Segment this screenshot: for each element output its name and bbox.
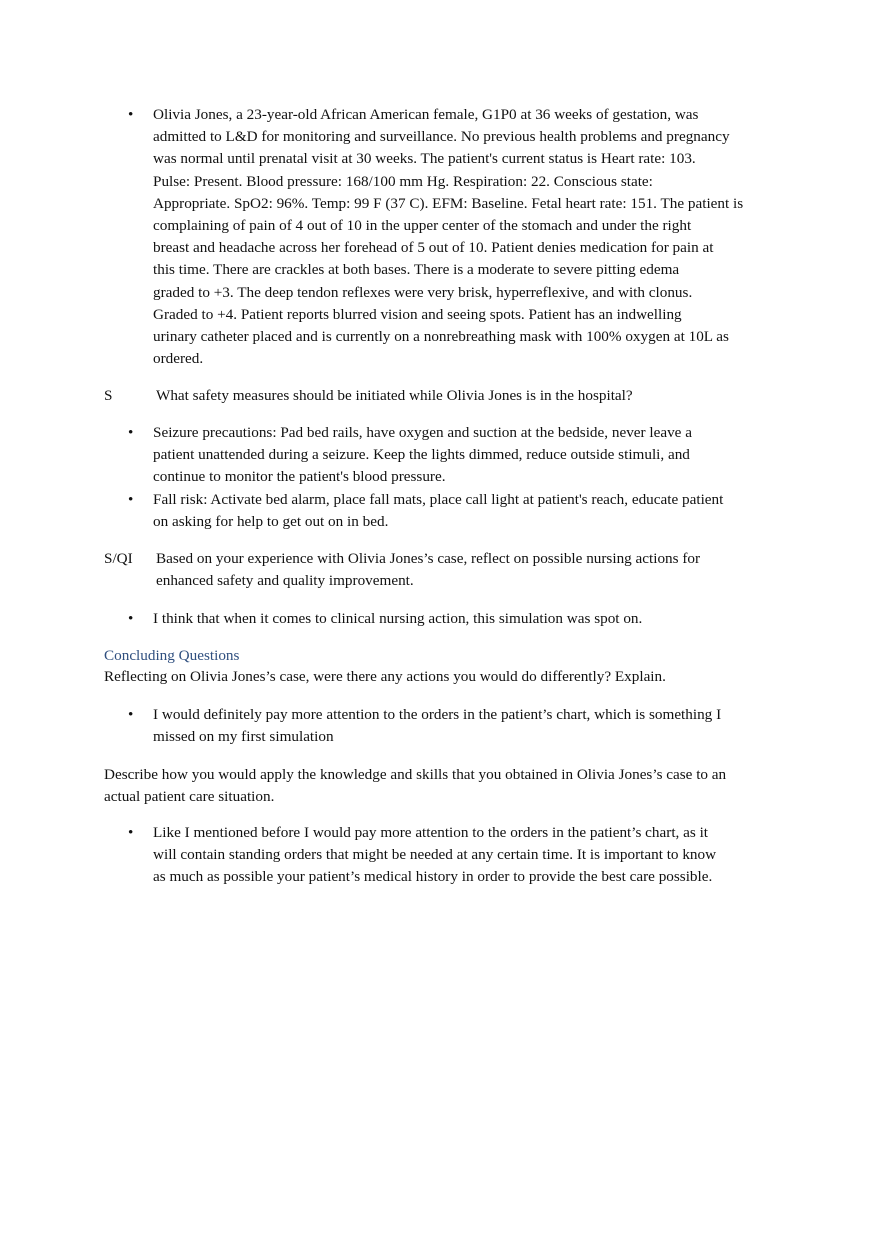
concluding-question-2-line: actual patient care situation.	[104, 788, 275, 806]
safety-question-text: What safety measures should be initiated while Olivia Jones is in the hospital?	[156, 387, 633, 404]
concluding-answer-2-list	[0, 822, 880, 889]
bullet-icon: •	[128, 706, 134, 723]
quality-question-line: Based on your experience with Olivia Jones’s case, reflect on possible nursing actions for	[156, 550, 701, 567]
concluding-question-1: Reflecting on Olivia Jones’s case, were there any actions you would do differently? Explain.	[104, 668, 666, 685]
bullet-icon: •	[128, 106, 134, 123]
concluding-answer-1-line: missed on my first simulation	[153, 728, 334, 746]
quality-question-label: S/QI	[104, 550, 133, 567]
case-summary-line: graded to +3. The deep tendon reflexes were very brisk, hyperreflexive, and with clonus.	[153, 283, 693, 301]
concluding-questions-heading: Concluding Questions	[104, 647, 240, 664]
case-summary-line: Pulse: Present. Blood pressure: 168/100 mm Hg. Respiration: 22. Conscious state:	[153, 172, 653, 190]
case-summary-line: admitted to L&D for monitoring and surveillance. No previous health problems and pregnancy	[153, 128, 730, 146]
case-summary-line: was normal until prenatal visit at 30 weeks. The patient's current status is Heart rate: 103.	[153, 150, 696, 168]
safety-question-label: S	[104, 387, 113, 404]
seizure-precautions-item	[0, 422, 880, 489]
case-summary-list	[0, 104, 880, 370]
quality-question	[104, 548, 784, 592]
safety-answers-list	[0, 422, 880, 533]
fall-risk-item	[0, 489, 880, 533]
seizure-precautions-line: patient unattended during a seizure. Keep the lights dimmed, reduce outside stimuli, and	[153, 446, 690, 464]
concluding-question-2	[104, 764, 784, 808]
bullet-icon: •	[128, 490, 134, 508]
concluding-answer-1-item	[0, 704, 880, 748]
seizure-precautions-line: Seizure precautions: Pad bed rails, have oxygen and suction at the bedside, never leave a	[153, 424, 692, 441]
case-summary-line: complaining of pain of 4 out of 10 in the upper center of the stomach and under the right	[153, 217, 692, 235]
case-summary-line: Appropriate. SpO2: 96%. Temp: 99 F (37 C). EFM: Baseline. Fetal heart rate: 151. The patient is	[153, 194, 744, 212]
quality-question-line: enhanced safety and quality improvement.	[156, 572, 414, 590]
case-summary-line: ordered.	[153, 350, 204, 368]
safety-question	[104, 385, 784, 407]
fall-risk-line: on asking for help to get out on in bed.	[153, 512, 389, 530]
quality-answer-item	[0, 608, 880, 630]
concluding-answer-1-list	[0, 704, 880, 748]
concluding-answer-2-line: Like I mentioned before I would pay more attention to the orders in the patient’s chart, as it	[153, 824, 709, 841]
seizure-precautions-line: continue to monitor the patient's blood pressure.	[153, 468, 446, 486]
case-summary-line: breast and headache across her forehead of 5 out of 10. Patient denies medication for pain at	[153, 239, 714, 257]
concluding-question-2-line: Describe how you would apply the knowledge and skills that you obtained in Olivia Jones’s case to an	[104, 766, 727, 783]
bullet-icon: •	[128, 424, 134, 441]
case-summary-item	[0, 104, 880, 370]
quality-answer-line: I think that when it comes to clinical nursing action, this simulation was spot on.	[153, 610, 643, 627]
concluding-answer-1-line: I would definitely pay more attention to the orders in the patient’s chart, which is something I	[153, 706, 722, 723]
fall-risk-line: Fall risk: Activate bed alarm, place fall mats, place call light at patient's reach, educate patient	[153, 490, 724, 508]
concluding-answer-2-line: as much as possible your patient’s medical history in order to provide the best care possible.	[153, 868, 713, 886]
bullet-icon: •	[128, 824, 134, 841]
bullet-icon: •	[128, 610, 134, 627]
concluding-answer-2-line: will contain standing orders that might be needed at any certain time. It is important to know	[153, 846, 717, 864]
case-summary-line: Graded to +4. Patient reports blurred vision and seeing spots. Patient has an indwelling	[153, 305, 682, 323]
quality-answer-list	[0, 608, 880, 630]
case-summary-line: this time. There are crackles at both bases. There is a moderate to severe pitting edema	[153, 261, 680, 279]
case-summary-line: Olivia Jones, a 23-year-old African American female, G1P0 at 36 weeks of gestation, was	[153, 106, 699, 123]
case-summary-line: urinary catheter placed and is currently on a nonrebreathing mask with 100% oxygen at 10L as	[153, 328, 729, 346]
concluding-answer-2-item	[0, 822, 880, 889]
